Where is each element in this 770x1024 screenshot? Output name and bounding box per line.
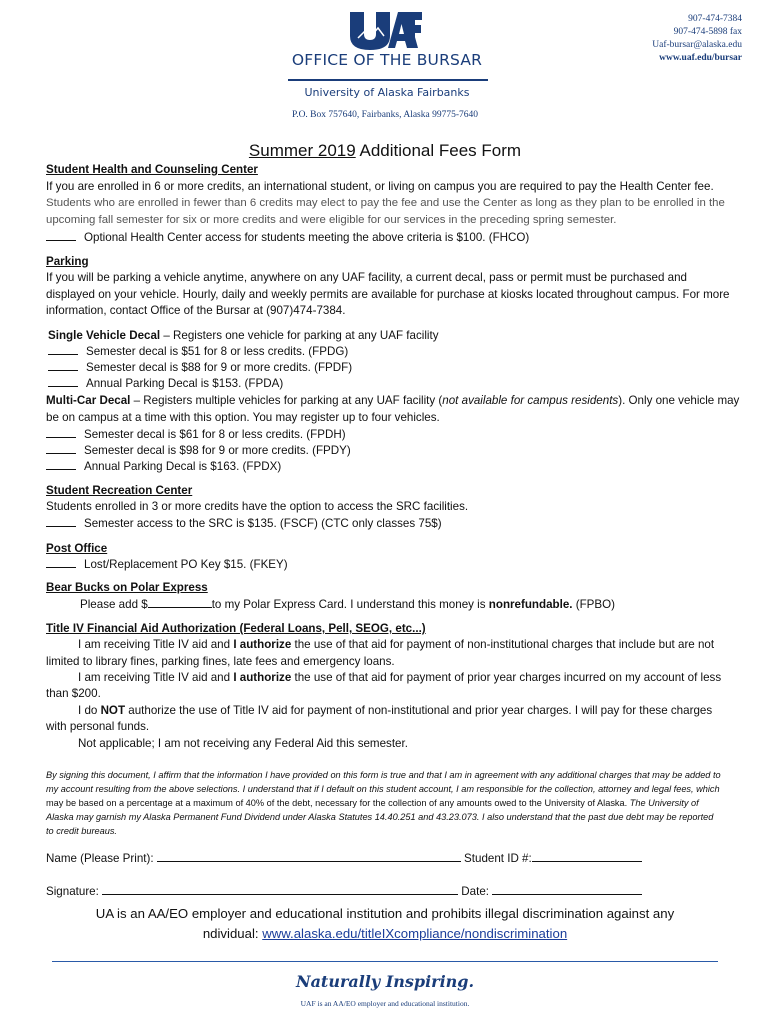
disclaimer-line: Alaska may garnish my Alaska Permanent Fund Dividend under Alaska Statutes 14.40.251 and 43.23.073. I also understand that the past due debt may be reported	[46, 812, 714, 822]
eeo-line-2	[60, 924, 710, 944]
name-label: Name (Please Print):	[46, 852, 157, 865]
checkbox-blank[interactable]	[46, 230, 76, 241]
tagline: Naturally Inspiring.	[295, 972, 475, 991]
aid-option-1b: limited to library fines, parking fines, late fees and emergency loans.	[46, 655, 395, 668]
title-rest: Additional Fees Form	[355, 141, 522, 160]
health-option[interactable]	[46, 229, 529, 246]
disclaimer-line: By signing this document, I affirm that the information I have provided on this form is true and that I am in agreement with any additional charges that may be added to	[46, 770, 721, 780]
health-p1: If you are enrolled in 6 or more credits, an international student, or living on campus you are required to pay the Health Center fee.	[46, 180, 714, 193]
option-label: Semester decal is $61 for 8 or less credits. (FPDH)	[84, 428, 346, 441]
title-year: Summer 2019	[248, 141, 356, 160]
aid-option-1[interactable]	[78, 636, 714, 653]
email-link[interactable]: Uaf-bursar@alaska.edu	[652, 40, 742, 50]
signature-row	[46, 883, 642, 898]
health-p2a: Students who are enrolled in fewer than 6 credits may elect to pay the fee and use the Center as long as they plan to be enrolled in the	[46, 197, 725, 209]
single-decal-line	[48, 327, 439, 344]
aid-text: authorize the use of Title IV aid for payment of non-institutional and prior year charges. I will pay for these charges	[125, 704, 713, 717]
single-option-2[interactable]	[48, 359, 352, 376]
multi-decal-label: Multi-Car Decal	[46, 394, 131, 407]
office-title: OFFICE OF THE BURSAR	[291, 51, 483, 69]
checkbox-blank[interactable]	[48, 376, 78, 387]
multi-decal-line	[46, 392, 739, 409]
disclaimer-text: The University of	[629, 798, 699, 808]
aid-bold: NOT	[100, 704, 126, 717]
aid-option-2[interactable]	[78, 669, 721, 686]
option-label: Lost/Replacement PO Key $15. (FKEY)	[84, 558, 288, 571]
parking-p1a: If you will be parking a vehicle anytime, anywhere on any UAF facility, a current decal, pass or permit must be purchased and	[46, 271, 687, 284]
signature-label: Signature:	[46, 885, 103, 898]
bear-mid: to my Polar Express Card. I understand this money is	[211, 598, 489, 611]
aid-text: the use of that aid for payment of non-institutional charges that include but are not	[291, 638, 715, 651]
fax: 907-474-5898 fax	[673, 27, 742, 37]
bear-line	[80, 596, 615, 613]
multi-option-2[interactable]	[46, 442, 351, 459]
uaf-logo	[348, 10, 422, 50]
aid-option-3[interactable]	[78, 702, 712, 719]
health-p2b: upcoming fall semester for six or more credits and were eligible for our services in the preceding spring semester.	[46, 214, 617, 226]
name-input[interactable]	[157, 850, 461, 862]
aid-text: I do	[78, 704, 101, 717]
bear-nonrefundable: nonrefundable.	[488, 598, 573, 611]
multi-option-3[interactable]	[46, 458, 281, 475]
date-label: Date:	[458, 885, 493, 898]
aid-text: I am receiving Title IV aid and	[78, 671, 234, 684]
parking-heading: Parking	[46, 255, 89, 268]
src-p1: Students enrolled in 3 or more credits have the option to access the SRC facilities.	[46, 500, 469, 513]
nondiscrimination-link[interactable]: www.alaska.edu/titleIXcompliance/nondiscrimination	[262, 926, 568, 941]
src-heading: Student Recreation Center	[46, 484, 193, 497]
footer-note: UAF is an AA/EO employer and educational institution.	[300, 999, 470, 1008]
name-row	[46, 850, 642, 865]
eeo-text: ndividual:	[202, 926, 263, 941]
multi-option-1[interactable]	[46, 426, 346, 443]
eeo-statement	[60, 904, 710, 944]
health-heading: Student Health and Counseling Center	[46, 163, 258, 176]
option-label: Semester access to the SRC is $135. (FSCF) (CTC only classes 75$)	[84, 517, 442, 530]
date-input[interactable]	[492, 883, 642, 895]
student-id-input[interactable]	[532, 850, 642, 862]
multi-desc-3: be on campus at a time with this option. You may register up to four vehicles.	[46, 411, 440, 424]
disclaimer-line: my account resulting from the above selections. I understand that if I default on this student account, I am responsible for the collection, attorney and legal fees, which	[46, 784, 720, 794]
checkbox-blank[interactable]	[46, 557, 76, 568]
bear-heading: Bear Bucks on Polar Express	[46, 581, 208, 594]
po-box: P.O. Box 757640, Fairbanks, Alaska 99775-7640	[291, 110, 479, 120]
amount-field[interactable]	[148, 596, 212, 608]
form-title	[0, 141, 770, 161]
option-label: Annual Parking Decal is $163. (FPDX)	[84, 460, 282, 473]
checkbox-blank[interactable]	[48, 344, 78, 355]
bear-pre: Please add $	[80, 598, 148, 611]
multi-note: not available for campus residents	[442, 394, 619, 407]
eeo-line-1: UA is an AA/EO employer and educational institution and prohibits illegal discrimination against any	[95, 906, 675, 921]
disclaimer-line	[46, 796, 728, 810]
single-decal-label: Single Vehicle Decal	[48, 329, 161, 342]
bear-code: (FPBO)	[572, 598, 616, 611]
aid-text: I am receiving Title IV aid and	[78, 638, 234, 651]
checkbox-blank[interactable]	[46, 459, 76, 470]
university-name: University of Alaska Fairbanks	[304, 86, 470, 99]
option-label: Semester decal is $51 for 8 or less credits. (FPDG)	[86, 345, 349, 358]
disclaimer-line: to credit bureaus.	[46, 826, 117, 836]
checkbox-blank[interactable]	[46, 427, 76, 438]
phone: 907-474-7384	[688, 14, 742, 24]
post-heading: Post Office	[46, 542, 108, 555]
disclaimer-text: may be based on a percentage at a maximum of 40% of the debt, necessary for the collection of any amounts owed to the University of Alaska.	[46, 798, 630, 808]
multi-desc: – Registers multiple vehicles for parking at any UAF facility (	[130, 394, 443, 407]
aid-option-2b: than $200.	[46, 687, 101, 700]
aid-option-4[interactable]: Not applicable; I am not receiving any Federal Aid this semester.	[78, 737, 408, 750]
single-option-1[interactable]	[48, 343, 348, 360]
health-option-label: Optional Health Center access for students meeting the above criteria is $100. (FHCO)	[84, 231, 530, 244]
src-option[interactable]	[46, 515, 442, 532]
single-option-3[interactable]	[48, 375, 283, 392]
footer-rule	[52, 961, 718, 962]
parking-p1c: information, contact Office of the Bursar at (907)474-7384.	[46, 304, 346, 317]
contact-block	[652, 13, 742, 65]
header-rule	[288, 79, 488, 81]
aid-text: the use of that aid for payment of prior year charges incurred on my account of less	[291, 671, 722, 684]
parking-p1b: displayed on your vehicle. Hourly, daily and weekly permits are available for purchase at kiosks located throughout campus. For more	[46, 288, 730, 301]
aid-option-3b: with personal funds.	[46, 720, 150, 733]
signature-input[interactable]	[102, 883, 458, 895]
checkbox-blank[interactable]	[46, 443, 76, 454]
disclaimer	[46, 768, 728, 838]
aid-heading: Title IV Financial Aid Authorization (Federal Loans, Pell, SEOG, etc...)	[46, 622, 426, 635]
option-label: Semester decal is $88 for 9 or more credits. (FPDF)	[86, 361, 353, 374]
checkbox-blank[interactable]	[46, 516, 76, 527]
checkbox-blank[interactable]	[48, 360, 78, 371]
aid-bold: I authorize	[233, 671, 292, 684]
aid-bold: I authorize	[233, 638, 292, 651]
website-link[interactable]: www.uaf.edu/bursar	[659, 53, 742, 63]
single-decal-desc: – Registers one vehicle for parking at any UAF facility	[160, 329, 439, 342]
multi-desc-2: ). Only one vehicle may	[618, 394, 740, 407]
student-id-label: Student ID #:	[460, 852, 532, 865]
option-label: Annual Parking Decal is $153. (FPDA)	[86, 377, 284, 390]
post-option[interactable]	[46, 556, 288, 573]
option-label: Semester decal is $98 for 9 or more credits. (FPDY)	[84, 444, 351, 457]
